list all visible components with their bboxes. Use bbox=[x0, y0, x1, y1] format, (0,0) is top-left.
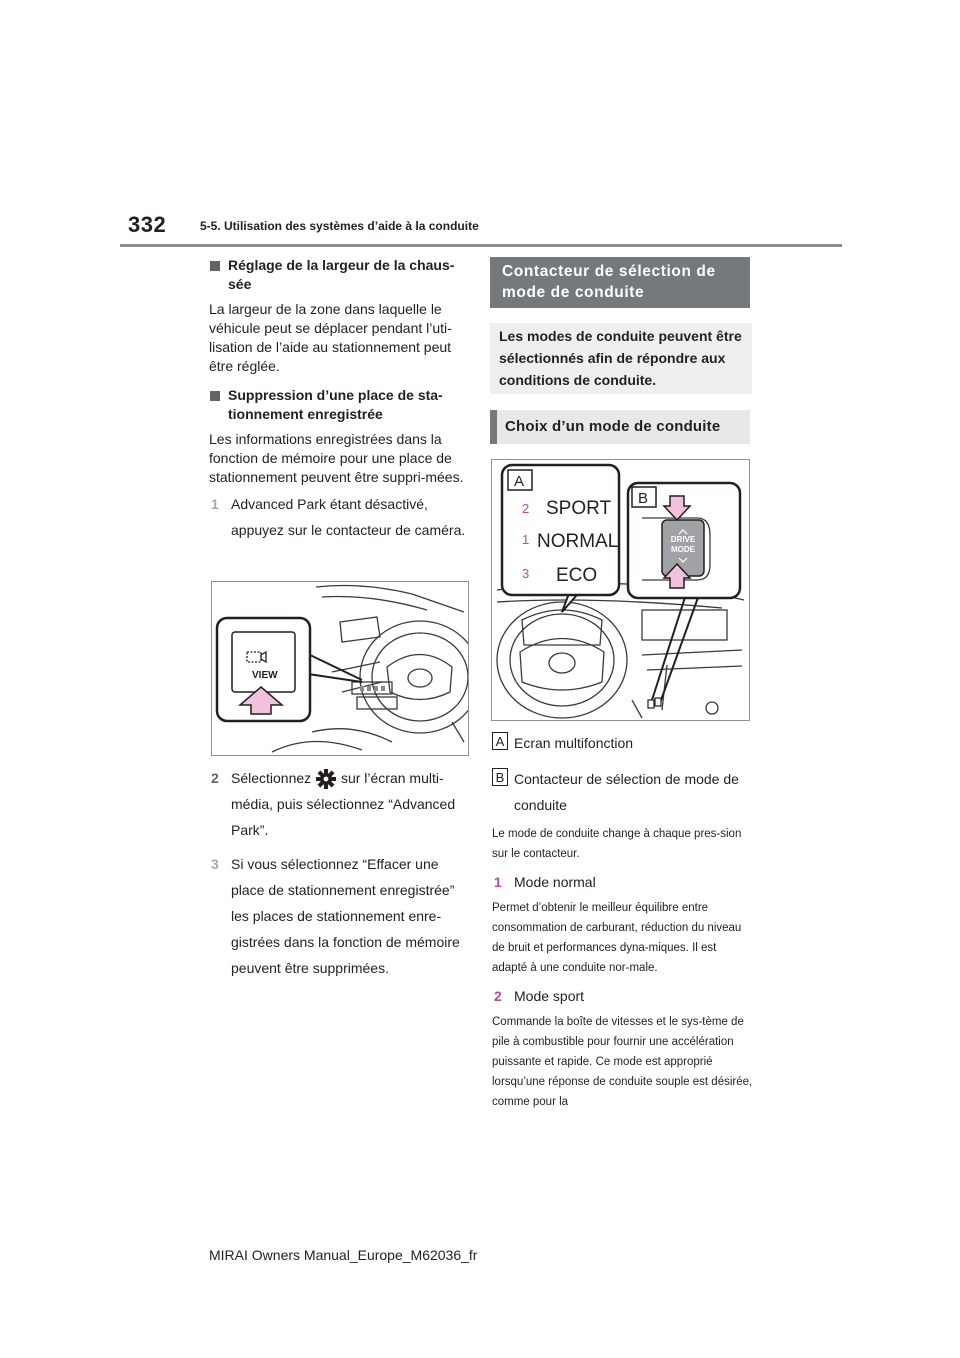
drive-mode-illustration bbox=[492, 460, 749, 720]
mode-normal-heading: 1 Mode normal bbox=[494, 874, 596, 890]
step-1 bbox=[209, 491, 467, 543]
drive-mode-figure bbox=[491, 459, 750, 721]
header-rule bbox=[120, 244, 842, 247]
section-banner-drive-mode: Contacteur de sélection de mode de conduite bbox=[490, 257, 750, 308]
intro-box: Les modes de conduite peuvent être sélectionnés afin de répondre aux conditions de conduite. bbox=[490, 323, 752, 394]
legend-key: A bbox=[492, 732, 508, 750]
subheading-road-width: Réglage de la largeur de la chaus- sée bbox=[209, 256, 467, 294]
section-title: 5-5. Utilisation des systèmes d’aide à la conduite bbox=[200, 219, 479, 233]
subsection-banner-choose-mode: Choix d’un mode de conduite bbox=[490, 410, 750, 444]
dashboard-illustration bbox=[212, 582, 468, 755]
note-mode-change: Le mode de conduite change à chaque pres-sion sur le contacteur. bbox=[492, 828, 742, 860]
mode-normal-text: Permet d’obtenir le meilleur équilibre entre consommation de carburant, réduction du niveau de bruit et performances dyna-miques. Il est adapté à une conduite nor-male. bbox=[492, 902, 742, 974]
view-button-label: VIEW bbox=[252, 670, 278, 681]
right-column bbox=[492, 730, 754, 1120]
camera-switch-figure bbox=[211, 581, 469, 756]
mode-num-normal: 1 bbox=[522, 532, 530, 547]
step-number: 3 bbox=[211, 856, 219, 872]
mode-sport-heading: 2 Mode sport bbox=[494, 988, 585, 1004]
callout-b: B bbox=[638, 490, 649, 507]
mode-number: 2 bbox=[494, 988, 502, 1004]
switch-label-drive: DRIVE bbox=[670, 535, 696, 544]
callout-a: A bbox=[514, 473, 525, 490]
mode-sport-text: Commande la boîte de vitesses et le sys-tème de pile à combustible pour fournir une accélération puissante et rapide. Ce mode est approprié lorsqu’une réponse de conduite souple est désirée, comme pour la bbox=[492, 1016, 753, 1108]
step-number: 1 bbox=[211, 496, 219, 512]
legend-b: B Contacteur de sélection de mode de conduite bbox=[492, 766, 754, 818]
left-column bbox=[209, 256, 467, 551]
mode-label-normal: NORMAL bbox=[537, 531, 619, 552]
step-number: 2 bbox=[211, 770, 219, 786]
left-column-steps bbox=[209, 765, 467, 989]
step-text: Si vous sélectionnez “Effacer une place de stationnement enregistrée” les places de stationnement enre-gistrées dans la fonction de mémoire peuvent être supprimées. bbox=[231, 856, 460, 976]
switch-label-mode: MODE bbox=[671, 545, 695, 554]
legend-a: A Ecran multifonction bbox=[492, 730, 754, 756]
paragraph-road-width: La largeur de la zone dans laquelle le véhicule peut se déplacer pendant l’uti-lisation de l’aide au stationnement peut être réglée. bbox=[209, 301, 452, 374]
step-2: 2 Sélectionnez sur l’écran multi-média, puis sélectionnez “Advanced Park”. bbox=[209, 765, 467, 843]
mode-label-eco: ECO bbox=[556, 565, 598, 586]
step-text: Advanced Park étant désactivé, appuyez sur le contacteur de caméra. bbox=[231, 496, 466, 538]
mode-num-sport: 2 bbox=[522, 501, 530, 516]
step-3 bbox=[209, 851, 467, 981]
square-bullet-icon bbox=[210, 391, 220, 401]
legend-key: B bbox=[492, 768, 508, 786]
gear-icon bbox=[315, 768, 337, 790]
footer-manual-id: MIRAI Owners Manual_Europe_M62036_fr bbox=[209, 1247, 478, 1263]
mode-num-eco: 3 bbox=[522, 566, 530, 581]
mode-number: 1 bbox=[494, 874, 502, 890]
page-number: 332 bbox=[128, 212, 167, 237]
mode-label-sport: SPORT bbox=[546, 498, 612, 519]
square-bullet-icon bbox=[210, 261, 220, 271]
subheading-delete-parking: Suppression d’une place de sta- tionnement enregistrée bbox=[209, 386, 467, 424]
paragraph-delete-parking: Les informations enregistrées dans la fonction de mémoire pour une place de stationnement peuvent être suppri-mées. bbox=[209, 431, 464, 485]
